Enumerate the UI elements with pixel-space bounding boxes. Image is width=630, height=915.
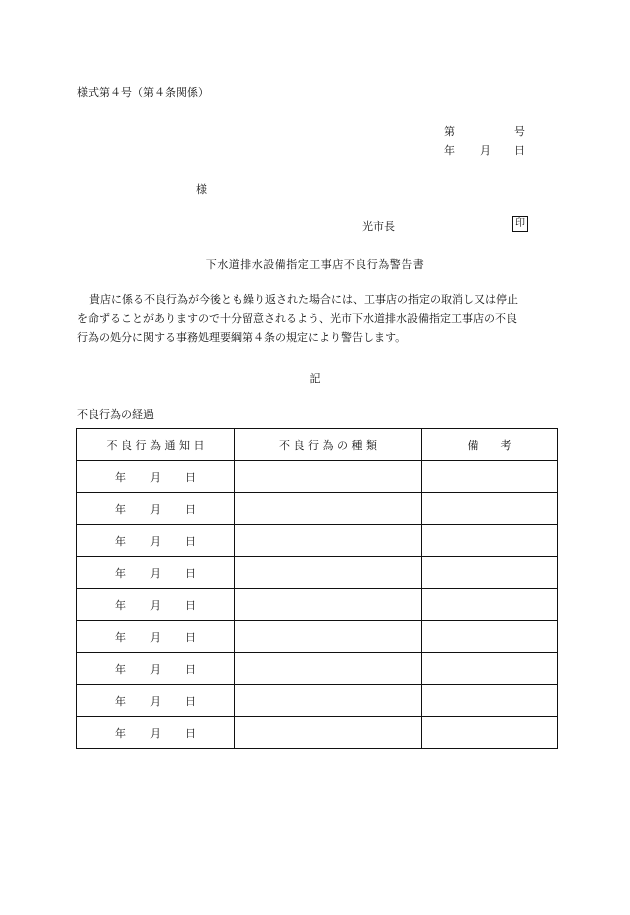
kind-cell[interactable] — [235, 525, 422, 557]
table-row — [77, 717, 558, 749]
table-row — [77, 653, 558, 685]
kind-cell[interactable] — [235, 717, 422, 749]
table-row — [77, 685, 558, 717]
date-hi-label: 日 — [185, 470, 196, 484]
body-text — [77, 290, 562, 347]
doc-number-suffix: 号 — [514, 125, 525, 138]
issuer-name: 光市長 — [362, 220, 395, 233]
date-hi-label: 日 — [185, 534, 196, 548]
table-row — [77, 557, 558, 589]
date-tsuki-label: 月 — [150, 598, 161, 612]
date-tsuki-label: 月 — [150, 694, 161, 708]
body-line: 貴店に係る不良行為が今後とも繰り返された場合には、工事店の指定の取消し又は停止 — [89, 293, 518, 306]
note-cell[interactable] — [422, 461, 558, 493]
kind-cell[interactable] — [235, 589, 422, 621]
form-number: 様式第４号（第４条関係） — [77, 86, 209, 99]
kind-cell[interactable] — [235, 685, 422, 717]
date-nen-label: 年 — [115, 630, 126, 644]
doc-number-prefix: 第 — [444, 125, 455, 138]
notice-date-cell[interactable] — [77, 525, 235, 557]
notice-date-cell[interactable] — [77, 621, 235, 653]
table-row — [77, 621, 558, 653]
note-cell[interactable] — [422, 557, 558, 589]
notice-date-cell[interactable] — [77, 461, 235, 493]
notice-date-cell[interactable] — [77, 557, 235, 589]
kind-cell[interactable] — [235, 621, 422, 653]
note-cell[interactable] — [422, 589, 558, 621]
note-cell[interactable] — [422, 685, 558, 717]
table-row — [77, 493, 558, 525]
document-title: 下水道排水設備指定工事店不良行為警告書 — [205, 258, 425, 271]
date-nen-label: 年 — [115, 566, 126, 580]
notice-date-cell[interactable] — [77, 717, 235, 749]
date-hi-label: 日 — [185, 630, 196, 644]
header-kind: 不 良 行 為 の 種 類 — [235, 429, 422, 461]
notice-date-cell[interactable] — [77, 589, 235, 621]
date-nen-label: 年 — [115, 534, 126, 548]
date-tsuki-label: 月 — [150, 726, 161, 740]
date-hi-label: 日 — [185, 566, 196, 580]
date-nen-label: 年 — [115, 726, 126, 740]
note-cell[interactable] — [422, 525, 558, 557]
table-row — [77, 461, 558, 493]
note-cell[interactable] — [422, 621, 558, 653]
note-cell[interactable] — [422, 717, 558, 749]
body-line: 行為の処分に関する事務処理要綱第４条の規定により警告します。 — [77, 331, 407, 344]
date-hi-label: 日 — [185, 726, 196, 740]
date-tsuki-label: 月 — [150, 662, 161, 676]
date-tsuki-label: 月 — [150, 502, 161, 516]
header-notice-date: 不 良 行 為 通 知 日 — [77, 429, 235, 461]
table-row — [77, 589, 558, 621]
date-tsuki-label: 月 — [150, 470, 161, 484]
kind-cell[interactable] — [235, 461, 422, 493]
history-table — [76, 428, 558, 749]
kind-cell[interactable] — [235, 493, 422, 525]
body-line: を命ずることがありますので十分留意されるよう、光市下水道排水設備指定工事店の不良 — [77, 312, 517, 325]
note-cell[interactable] — [422, 653, 558, 685]
date-day-label: 日 — [514, 144, 525, 157]
date-nen-label: 年 — [115, 470, 126, 484]
note-cell[interactable] — [422, 493, 558, 525]
kind-cell[interactable] — [235, 653, 422, 685]
date-month-label: 月 — [480, 144, 491, 157]
table-header-row — [77, 429, 558, 461]
date-hi-label: 日 — [185, 662, 196, 676]
date-nen-label: 年 — [115, 502, 126, 516]
date-nen-label: 年 — [115, 694, 126, 708]
notice-date-cell[interactable] — [77, 493, 235, 525]
seal-stamp: 印 — [512, 216, 528, 232]
notice-date-cell[interactable] — [77, 653, 235, 685]
date-hi-label: 日 — [185, 598, 196, 612]
table-row — [77, 525, 558, 557]
kind-cell[interactable] — [235, 557, 422, 589]
date-nen-label: 年 — [115, 662, 126, 676]
date-hi-label: 日 — [185, 502, 196, 516]
header-note: 備 考 — [422, 429, 558, 461]
date-year-label: 年 — [444, 144, 455, 157]
addressee-suffix: 様 — [196, 183, 207, 196]
date-tsuki-label: 月 — [150, 534, 161, 548]
date-hi-label: 日 — [185, 694, 196, 708]
date-nen-label: 年 — [115, 598, 126, 612]
table-caption: 不良行為の経過 — [77, 408, 154, 421]
ki-heading: 記 — [309, 372, 321, 385]
date-tsuki-label: 月 — [150, 630, 161, 644]
notice-date-cell[interactable] — [77, 685, 235, 717]
date-tsuki-label: 月 — [150, 566, 161, 580]
